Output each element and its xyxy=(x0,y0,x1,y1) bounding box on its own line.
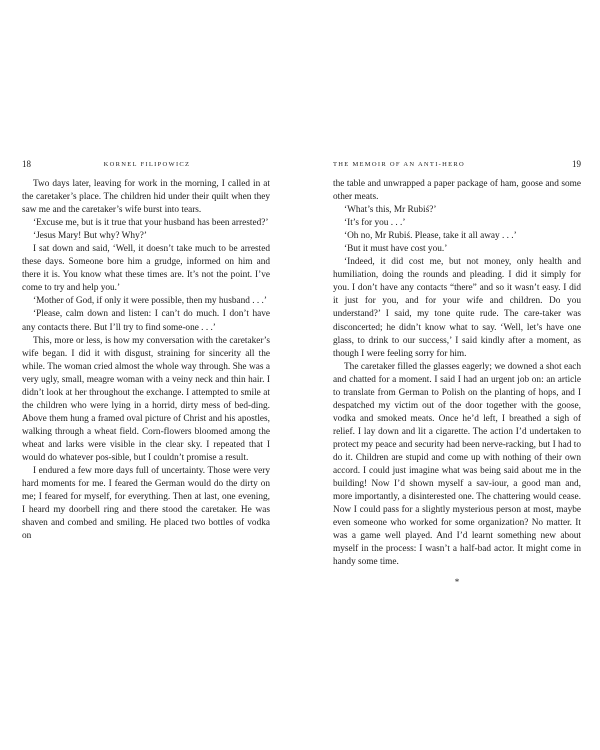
left-page-number: 18 xyxy=(22,159,31,169)
right-page xyxy=(333,160,581,587)
left-page-text xyxy=(22,178,270,543)
paragraph: ‘Jesus Mary! But why? Why?’ xyxy=(33,231,147,242)
paragraph: ‘Oh no, Mr Rubiś. Please, take it all away . . .’ xyxy=(344,231,517,242)
right-running-head xyxy=(333,160,581,174)
paragraph: ‘It’s for you . . .’ xyxy=(344,218,406,229)
paragraph: ‘Excuse me, but is it true that your husband has been arrested?’ xyxy=(33,218,269,229)
paragraph: The caretaker filled the glasses eagerly; we downed a shot each and chatted for a moment. I said I had an urgent job on: an article to translate from German to Polish on the planting of hops, and I despatched my victim out of the door together with the goose, vodka and smoked meats. Once he’d left, I breathed a sigh of relief. I lay down and lit a cigarette. The action I’d undertaken to protect my peace and security had been nerve-racking, but I had to do it. Children are stupid and come up with nothing of their own accord. I could just imagine what was being said about me in the building! Now I’d shown myself a sav-iour, a good man and, more importantly, a disinterested one. The chattering would cease. Now I could pass for a slightly mysterious person at most, maybe even someone who worked for some organization? No matter. It was a game well played. And I’d learnt something new about myself in the process: I wasn’t a half-bad actor. It might come in handy some time. xyxy=(333,361,581,568)
right-page-number: 19 xyxy=(572,159,581,169)
paragraph: Two days later, leaving for work in the morning, I called in at the caretaker’s place. The children hid under their quilt when they saw me and the caretaker’s wife burst into tears. xyxy=(22,179,270,216)
section-break-asterisk: * xyxy=(454,577,460,588)
paragraph: I endured a few more days full of uncertainty. Those were very hard moments for me. I feared the German would do the dirty on me; I feared for myself, for everything. Then at last, one evening, I heard my doorbell ring and there stood the caretaker. He was shaven and combed and smiling. He placed two bottles of vodka on xyxy=(22,466,270,542)
title-running-head: THE MEMOIR OF AN ANTI-HERO xyxy=(333,161,466,168)
paragraph: ‘Please, calm down and listen: I can’t do much. I don’t have any contacts there. But I’ll try to find some-one . . .’ xyxy=(22,309,270,333)
paragraph: ‘Mother of God, if only it were possible, then my husband . . .’ xyxy=(33,296,267,307)
author-running-head: KORNEL FILIPOWICZ xyxy=(103,161,191,168)
paragraph: ‘But it must have cost you.’ xyxy=(344,244,448,255)
left-running-head xyxy=(22,160,270,174)
left-page xyxy=(22,160,270,543)
paragraph: This, more or less, is how my conversation with the caretaker’s wife began. I did it with disgust, straining for sincerity all the while. The woman cried almost the whole way through. She was a very ugly, small, meagre woman with a veiny neck and thin hair. I didn’t look at her throughout the exchange. I attempted to smile at the children who were lying in a horrid, dirty mess of bed-ding. Above them hung a framed oval picture of Christ and his apostles, walking through a wheat field. Corn-flowers bloomed among the wheat and larks were visible in the clear sky. I repeated that I would do whatever pos-sible, but I couldn’t promise a result. xyxy=(22,335,270,463)
paragraph: ‘What’s this, Mr Rubiś?’ xyxy=(344,205,437,216)
right-page-text xyxy=(333,178,581,587)
paragraph: I sat down and said, ‘Well, it doesn’t take much to be arrested these days. Someone bore him a grudge, informed on him and there it is. You know what these times are. It’s not the point. I’ve come to try and help you.’ xyxy=(22,244,270,294)
paragraph: ‘Indeed, it did cost me, but not money, only health and humiliation, doing the rounds and pleading. I did it simply for you. I don’t have any contacts “there” and so it wasn’t easy. I did it just for you, and for your wife and children. Do you understand?’ I said, my tone quite rude. The care-taker was disconcerted; he didn’t know what to say. ‘Well, let’s have one glass, to drink to our success,’ I said kindly after a moment, as though I were feeling sorry for him. xyxy=(333,257,581,359)
continued-paragraph: the table and unwrapped a paper package of ham, goose and some other meats. xyxy=(333,179,581,203)
